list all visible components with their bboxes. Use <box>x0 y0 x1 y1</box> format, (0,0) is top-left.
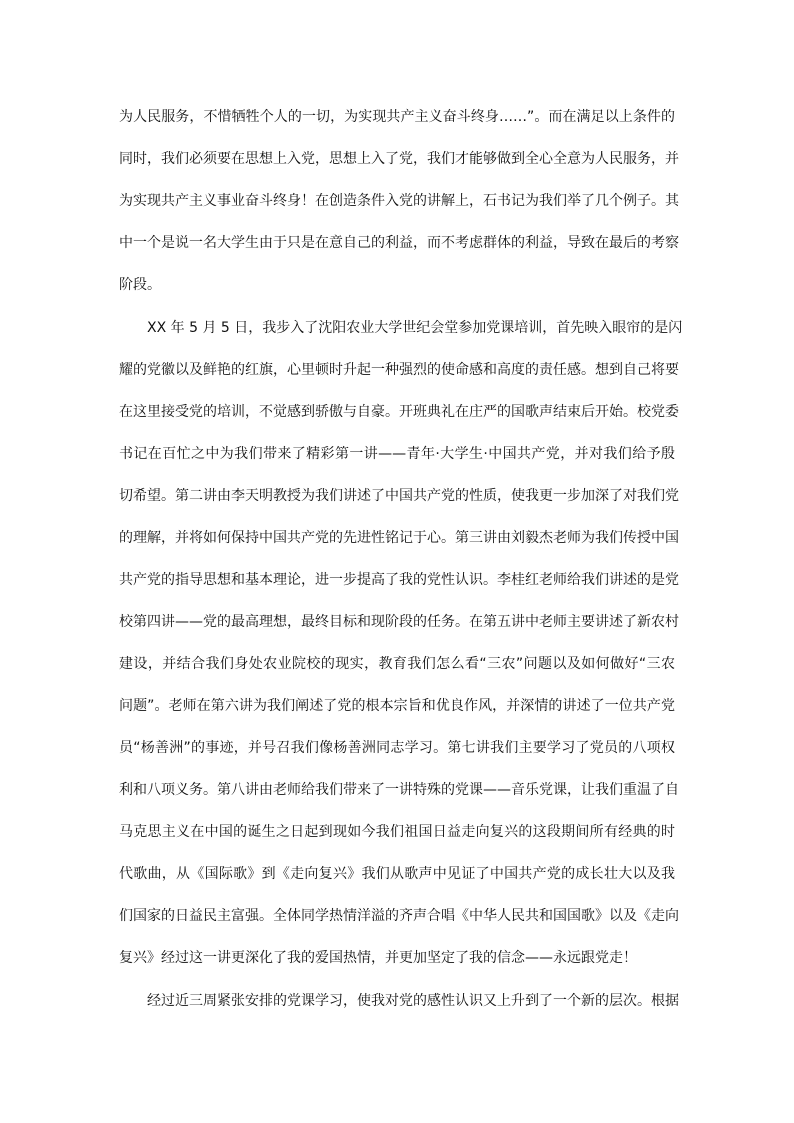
paragraph-2-line-10: 问题”。老师在第六讲为我们阐述了党的根本宗旨和优良作风，并深情的讲述了一位共产党 <box>119 698 675 714</box>
paragraph-1-line-5: 阶段。 <box>119 277 161 293</box>
paragraph-2-line-7: 共产党的指导思想和基本理论，进一步提高了我的党性认识。李桂红老师给我们讲述的是党 <box>119 572 679 588</box>
paragraph-3-line-1: 经过近三周紧张安排的党课学习，使我对党的感性认识又上升到了一个新的层次。根据 <box>147 993 679 1009</box>
paragraph-2-line-2: 耀的党徽以及鲜艳的红旗，心里顿时升起一种强烈的使命感和高度的责任感。想到自己将要 <box>119 362 679 378</box>
paragraph-2-line-6: 的理解，并将如何保持中国共产党的先进性铭记于心。第三讲由刘毅杰老师为我们传授中国 <box>119 530 679 546</box>
paragraph-2-line-15: 们国家的日益民主富强。全体同学热情洋溢的齐声合唱《中华人民共和国国歌》以及《走向 <box>119 908 679 924</box>
paragraph-2-line-11: 员“杨善洲”的事迹，并号召我们像杨善洲同志学习。第七讲我们主要学习了党员的八项权 <box>119 740 675 756</box>
paragraph-2-line-16: 复兴》经过这一讲更深化了我的爱国热情，并更加坚定了我的信念——永远跟党走！ <box>119 950 637 966</box>
paragraph-1-line-2: 同时，我们必须要在思想上入党，思想上入了党，我们才能够做到全心全意为人民服务，并 <box>119 151 679 167</box>
paragraph-2-line-14: 代歌曲，从《国际歌》到《走向复兴》我们从歌声中见证了中国共产党的成长壮大以及我 <box>119 866 675 882</box>
paragraph-1-line-4: 中一个是说一名大学生由于只是在意自己的利益，而不考虑群体的利益，导致在最后的考察 <box>119 235 679 251</box>
paragraph-1-line-1: 为人民服务，不惜牺牲个人的一切，为实现共产主义奋斗终身……”。而在满足以上条件的 <box>119 109 675 125</box>
paragraph-2-line-3: 在这里接受党的培训，不觉感到骄傲与自豪。开班典礼在庄严的国歌声结束后开始。校党委 <box>119 404 679 420</box>
paragraph-2-line-9: 建设，并结合我们身处农业院校的现实，教育我们怎么看“三农”问题以及如何做好“三农 <box>119 656 675 672</box>
paragraph-2-line-4: 书记在百忙之中为我们带来了精彩第一讲——青年·大学生·中国共产党，并对我们给予殷 <box>119 446 675 462</box>
paragraph-2-line-12: 利和八项义务。第八讲由老师给我们带来了一讲特殊的党课——音乐党课，让我们重温了自 <box>119 782 679 798</box>
paragraph-1-line-3: 为实现共产主义事业奋斗终身！在创造条件入党的讲解上，石书记为我们举了几个例子。其 <box>119 193 679 209</box>
paragraph-2-line-5: 切希望。第二讲由李天明教授为我们讲述了中国共产党的性质，使我更一步加深了对我们党 <box>119 488 679 504</box>
paragraph-2-line-1: XX 年 5 月 5 日，我步入了沈阳农业大学世纪会堂参加党课培训，首先映入眼帘的是闪 <box>147 320 683 336</box>
paragraph-2-line-8: 校第四讲——党的最高理想，最终目标和现阶段的任务。在第五讲中老师主要讲述了新农村 <box>119 614 679 630</box>
paragraph-2-line-13: 马克思主义在中国的诞生之日起到现如今我们祖国日益走向复兴的这段期间所有经典的时 <box>119 824 675 840</box>
